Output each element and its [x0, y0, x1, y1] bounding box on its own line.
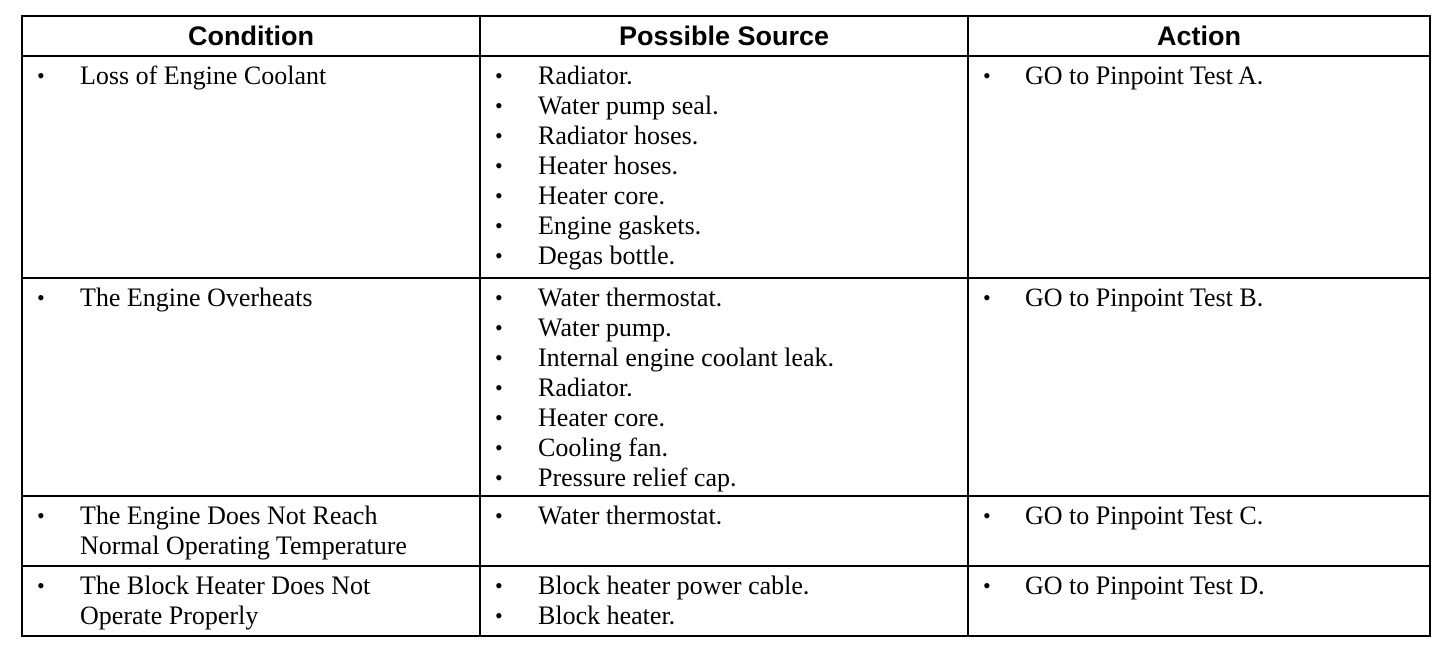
source-text: Water thermostat.: [538, 501, 723, 530]
list-item: [969, 571, 1429, 601]
list-item: [481, 121, 967, 151]
bullet-icon: •: [983, 285, 991, 310]
source-text: Block heater.: [538, 601, 676, 630]
bullet-icon: •: [495, 63, 503, 88]
bullet-icon: •: [37, 63, 45, 88]
bullet-icon: •: [37, 503, 45, 528]
condition-text-line-2: Operate Properly: [80, 601, 259, 630]
action-cell: [968, 566, 1430, 636]
bullet-icon: •: [495, 573, 503, 598]
action-cell: [968, 56, 1430, 278]
action-text: GO to Pinpoint Test B.: [1025, 283, 1264, 312]
condition-text-line-1: The Engine Does Not Reach: [80, 501, 378, 530]
list-item: [969, 283, 1429, 313]
bullet-icon: •: [495, 153, 503, 178]
bullet-icon: •: [495, 123, 503, 148]
condition-text: The Engine Overheats: [80, 283, 313, 312]
condition-cell: [22, 278, 480, 496]
list-item: [481, 211, 967, 241]
action-cell: [968, 278, 1430, 496]
list-item: [481, 283, 967, 313]
source-text: Heater core.: [538, 403, 666, 432]
possible-source-cell: [480, 566, 968, 636]
source-text: Radiator.: [538, 373, 633, 402]
bullet-icon: •: [495, 243, 503, 268]
possible-source-cell: [480, 496, 968, 566]
bullet-icon: •: [983, 503, 991, 528]
source-text: Water pump.: [538, 313, 672, 342]
bullet-icon: •: [495, 345, 503, 370]
list-item: [23, 501, 479, 561]
list-item: [481, 501, 967, 531]
condition-cell: [22, 56, 480, 278]
list-item: [481, 91, 967, 121]
condition-text-line-1: The Block Heater Does Not: [80, 571, 371, 600]
bullet-icon: •: [983, 63, 991, 88]
possible-source-cell: [480, 278, 968, 496]
list-item: [481, 313, 967, 343]
bullet-icon: •: [495, 315, 503, 340]
bullet-icon: •: [37, 285, 45, 310]
list-item: [23, 571, 479, 631]
list-item: [23, 283, 479, 313]
source-text: Internal engine coolant leak.: [538, 343, 834, 372]
source-text: Heater core.: [538, 181, 666, 210]
bullet-icon: •: [495, 285, 503, 310]
source-text: Radiator hoses.: [538, 121, 699, 150]
table-row: [22, 566, 1430, 636]
list-item: [969, 61, 1429, 91]
bullet-icon: •: [495, 465, 503, 490]
bullet-icon: •: [495, 213, 503, 238]
source-text: Water pump seal.: [538, 91, 719, 120]
table-row: [22, 496, 1430, 566]
diagnosis-table: [21, 15, 1431, 637]
list-item: [481, 433, 967, 463]
source-text: Radiator.: [538, 61, 633, 90]
source-text: Block heater power cable.: [538, 571, 810, 600]
list-item: [481, 343, 967, 373]
bullet-icon: •: [495, 435, 503, 460]
action-text: GO to Pinpoint Test A.: [1025, 61, 1264, 90]
action-cell: [968, 496, 1430, 566]
list-item: [481, 601, 967, 631]
source-text: Water thermostat.: [538, 283, 723, 312]
list-item: [481, 61, 967, 91]
source-text: Engine gaskets.: [538, 211, 702, 240]
list-item: [23, 61, 479, 91]
list-item: [481, 463, 967, 493]
table-row: [22, 56, 1430, 278]
action-text: GO to Pinpoint Test C.: [1025, 501, 1264, 530]
list-item: [969, 501, 1429, 531]
bullet-icon: •: [495, 375, 503, 400]
bullet-icon: •: [495, 93, 503, 118]
list-item: [481, 151, 967, 181]
bullet-icon: •: [495, 503, 503, 528]
bullet-icon: •: [37, 573, 45, 598]
condition-text-line-2: Normal Operating Temperature: [80, 531, 407, 560]
bullet-icon: •: [495, 405, 503, 430]
condition-cell: [22, 496, 480, 566]
header-row: [22, 16, 1430, 56]
list-item: [481, 241, 967, 271]
possible-source-cell: [480, 56, 968, 278]
bullet-icon: •: [983, 573, 991, 598]
list-item: [481, 403, 967, 433]
source-text: Heater hoses.: [538, 151, 679, 180]
list-item: [481, 181, 967, 211]
source-text: Cooling fan.: [538, 433, 668, 462]
action-text: GO to Pinpoint Test D.: [1025, 571, 1265, 600]
header-possible-source: Possible Source: [480, 16, 968, 56]
source-text: Degas bottle.: [538, 241, 676, 270]
source-text: Pressure relief cap.: [538, 463, 737, 492]
list-item: [481, 373, 967, 403]
table-row: [22, 278, 1430, 496]
condition-cell: [22, 566, 480, 636]
condition-text: Loss of Engine Coolant: [80, 61, 327, 90]
bullet-icon: •: [495, 183, 503, 208]
list-item: [481, 571, 967, 601]
header-condition: Condition: [22, 16, 480, 56]
header-action: Action: [968, 16, 1430, 56]
bullet-icon: •: [495, 603, 503, 628]
